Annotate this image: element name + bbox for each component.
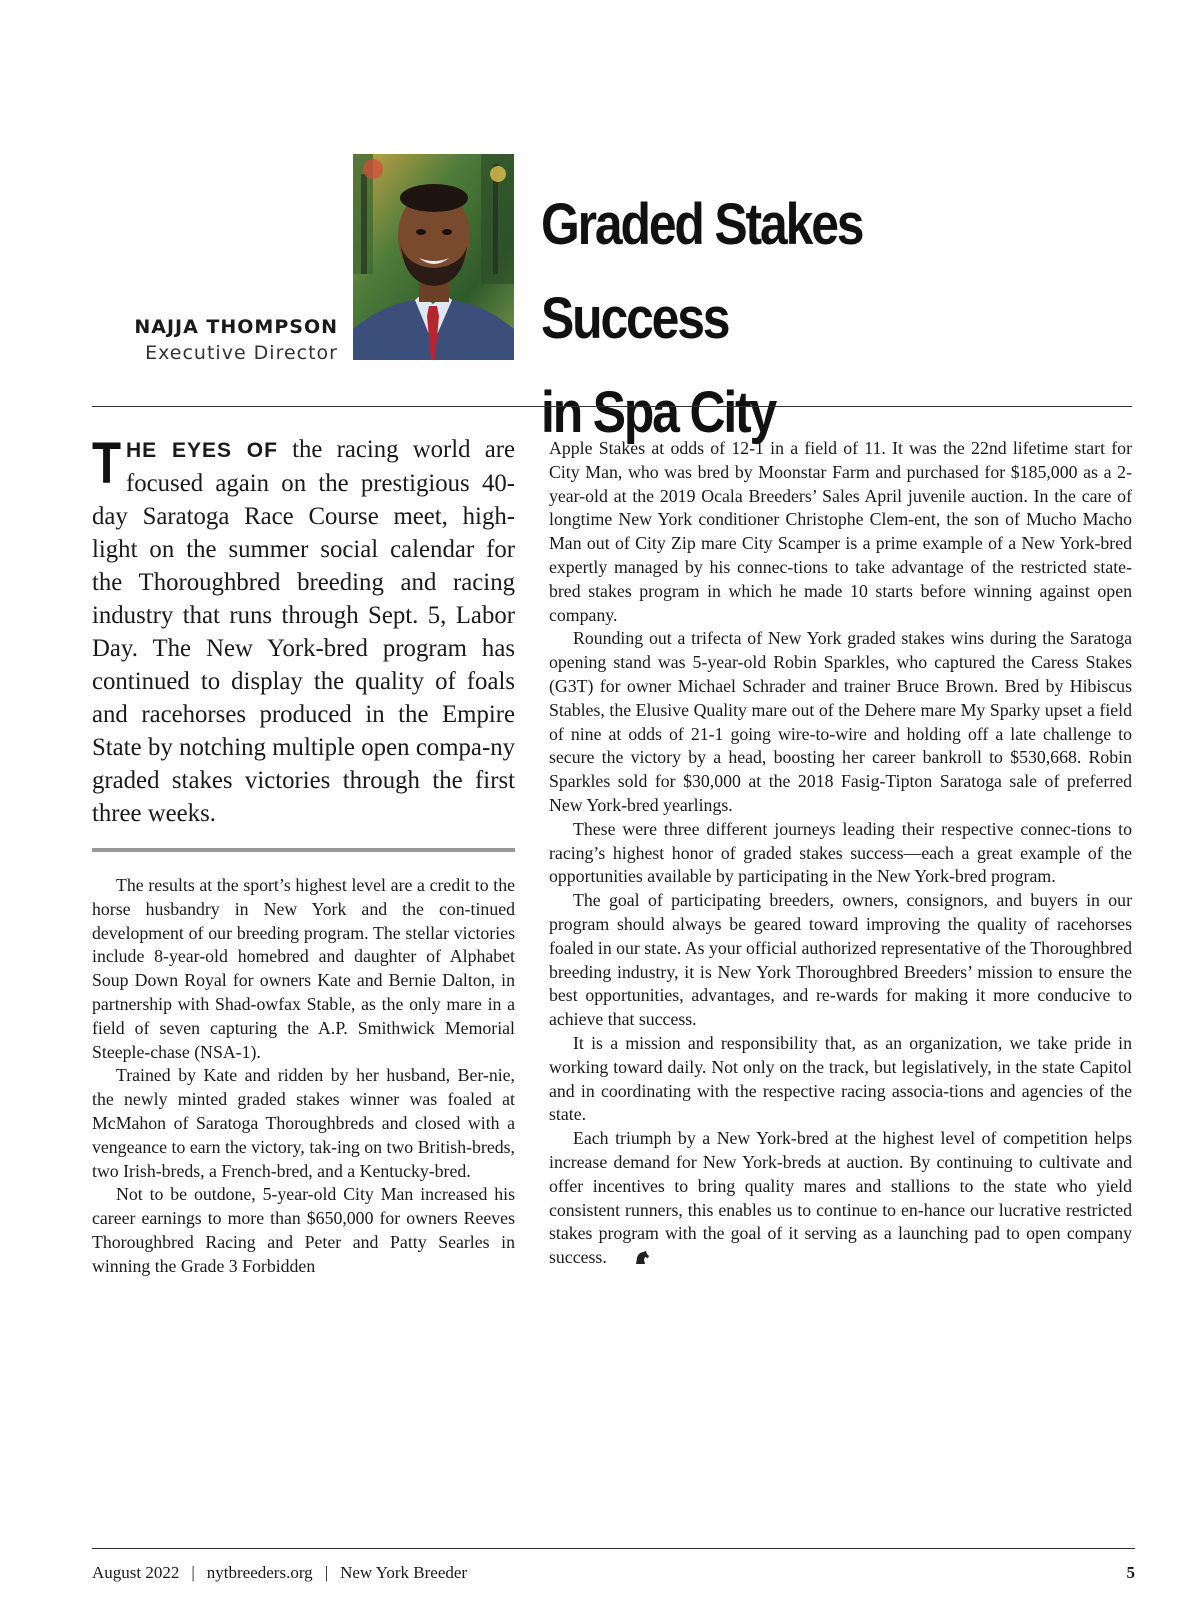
page-number: 5 xyxy=(1126,1563,1135,1582)
headline-line-1: Graded Stakes Success xyxy=(541,192,863,351)
header-divider xyxy=(92,406,1132,407)
author-name: NAJJA THOMPSON xyxy=(134,316,338,338)
footer-site-link[interactable]: nytbreeders.org xyxy=(206,1563,313,1582)
headline xyxy=(541,178,1057,460)
final-paragraph xyxy=(549,1127,1132,1270)
footer-separator: | xyxy=(191,1563,195,1582)
drop-cap: T xyxy=(92,431,122,496)
body-paragraph: Apple Stakes at odds of 12-1 in a field of 11. It was the 22nd lifetime start for City Man, who was bred by Moonstar Farm and purchased for $185,000 as a 2-year-old at the 2019 Ocala Breeders’ Sales April juvenile auction. In the care of longtime New York conditioner Christophe Clem-ent, the son of Mucho Macho Man out of City Zip mare City Scamper is a prime example of a New York-bred expertly managed by his connec-tions to take advantage of the restricted state-bred stakes program in which he made 10 starts before winning against open company. xyxy=(549,438,1132,625)
left-column xyxy=(92,433,515,1279)
lede-divider xyxy=(92,848,515,852)
right-column xyxy=(549,437,1132,1270)
horse-head-icon xyxy=(611,1247,625,1260)
body-paragraph: Not to be outdone, 5-year-old City Man increased his career earnings to more than $650,000 for owners Reeves Thoroughbred Racing and Peter and Patty Searles in winning the Grade 3 Forbidden xyxy=(92,1184,515,1276)
body-paragraph: It is a mission and responsibility that, as an organization, we take pride in working toward daily. Not only on the track, but legislatively, in the state Capitol and in coordinating with the respective racing associa-tions and agencies of the state. xyxy=(549,1032,1132,1125)
lede-lead-in: HE EYES OF xyxy=(126,439,278,462)
body-paragraph: Trained by Kate and ridden by her husband, Ber-nie, the newly minted graded stakes winner was foaled at McMahon of Saratoga Thoroughbreds and closed with a vengeance to earn the victory, tak-ing on two British-breds, two Irish-breds, a French-bred, and a Kentucky-bred. xyxy=(92,1065,515,1181)
footer-date: August 2022 xyxy=(92,1563,180,1582)
footer-divider xyxy=(92,1548,1135,1549)
footer-separator: | xyxy=(324,1563,329,1582)
footer xyxy=(92,1563,467,1583)
lede-text: the racing world are focused again on the prestigious 40-day Saratoga Race Course meet, high-light on the summer social calendar for the Thoroughbred breeding and racing industry that runs through Sept. 5, Labor Day. The New York-bred program has continued to display the quality of foals and racehorses produced in the Empire State by notching multiple open compa-ny graded stakes victories through the first three weeks. xyxy=(92,436,516,827)
body-paragraph: The goal of participating breeders, owners, consignors, and buyers in our program should always be geared toward improving the quality of racehorses foaled in our state. As your official authorized representative of the Thoroughbred breeding industry, it is New York Thoroughbred Breeders’ mission to ensure the best opportunities, advantages, and re-wards for making it more conducive to achieve that success. xyxy=(549,890,1132,1030)
body-paragraph: These were three different journeys leading their respective connec-tions to racing’s highest honor of graded stakes success—each a great example of the opportunities available by participating in the New York-bred program. xyxy=(549,818,1132,887)
author-byline xyxy=(134,316,338,364)
body-paragraph: Rounding out a trifecta of New York graded stakes wins during the Saratoga opening stand was 5-year-old Robin Sparkles, who captured the Caress Stakes (G3T) for owner Michael Schrader and trainer Bruce Brown. Bred by Hibiscus Stables, the Elusive Quality mare out of the Dehere mare My Sparky upset a field of nine at odds of 21-1 going wire-to-wire and holding off a late challenge to secure the victory by a head, boosting her career bankroll to $530,668. Robin Sparkles sold for $30,000 at the 2018 Fasig-Tipton Saratoga sale of preferred New York-bred yearlings. xyxy=(549,628,1132,815)
body-paragraph: The results at the sport’s highest level are a credit to the horse husbandry in New York and the con-tinued development of our breeding program. The stellar victories include 8-year-old homebred and daughter of Alphabet Soup Down Royal for owners Kate and Bernie Dalton, in partnership with Shad-owfax Stable, as the only mare in a field of seven capturing the A.P. Smithwick Memorial Steeple-chase (NSA-1). xyxy=(92,875,515,1062)
headline-line-2: in Spa City xyxy=(541,380,776,445)
lede-paragraph xyxy=(92,433,515,830)
final-paragraph-text: Each triumph by a New York-bred at the highest level of competition helps increase demand for New York-breds at auction. By continuing to cultivate and offer incentives to bring quality mares and stallions to the state who yield consistent runners, this enables us to continue to en-hance our lucrative restricted stakes program with the goal of it serving as a launching pad to open company success. xyxy=(549,1128,1132,1268)
author-title: Executive Director xyxy=(145,342,338,364)
author-portrait xyxy=(353,154,514,360)
footer-publication: New York Breeder xyxy=(340,1563,468,1582)
